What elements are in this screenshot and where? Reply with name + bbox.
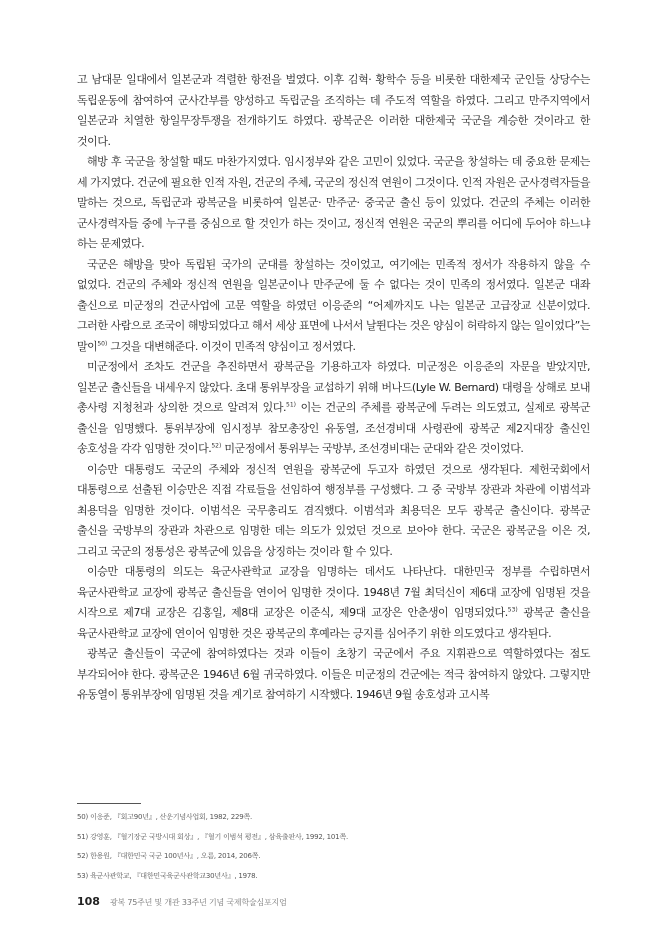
paragraph-3: 국군은 해방을 맞아 독립된 국가의 군대를 창설하는 것이었고, 여기에는 민족적 정서가 작용하지 않을 수 없었다. 건군의 주체와 정신적 연원을 일본군이나 만주군에 둘 수 없다는 것이 민족의 정서였다. 일본군 대좌 출신으로 미군정의 건군사업에 고문 역할을 하였던 이응준의 “어제까지도 나는 일본군 고급장교 신분이었다. 그러한 사람으로 조국이 해방되었다고 해서 세상 표면에 나서서 날뛴다는 것은 양심이 허락하지 않는 일이었다”는 말이$^{50)}$ 그것을 대변해준다. 이것이 민족적 양심이고 정서였다. [77, 257, 590, 353]
footnotes [77, 808, 590, 886]
footnote-51: 51) 강영훈, 『혈기장군 국방시대 회상』, 『혈기 이범석 평전』, 삼육출판사, 1992, 101쪽. [77, 832, 349, 841]
footnote-ref-53[interactable]: 53) [507, 606, 518, 614]
paragraph-5: 이승만 대통령도 국군의 주체와 정신적 연원을 광복군에 두고자 하였던 것으로 생각된다. 제헌국회에서 대통령으로 선출된 이승만은 직접 각료들을 선임하여 행정부를 구성했다. 그 중 국방부 장관과 차관에 이범석과 최용덕을 임명한 것이다. 이범석은 국무총리도 겸직했다. 이범석과 최용덕은 모두 광복군 출신이다. 광복군 출신을 국방부의 장관과 차관으로 임명한 데는 의도가 있었던 것으로 보아야 한다. 국군은 광복군을 이은 것, 그리고 국군의 정통성은 광복군에 있음을 상징하는 것이라 할 수 있다. [77, 462, 590, 558]
running-title: 광복 75주년 및 개관 33주년 기념 국제학술심포지엄 [109, 898, 287, 907]
footnote-ref-50[interactable]: 50) [97, 339, 108, 347]
paragraph-2: 해방 후 국군을 창설할 때도 마찬가지였다. 임시정부와 같은 고민이 있었다. 국군을 창설하는 데 중요한 문제는 세 가지였다. 건군에 필요한 인적 자원, 건군의 주체, 국군의 정신적 연원이 그것이다. 인적 자원은 군사경력자들을 말하는 것으로, 독립군과 광복군을 비롯하여 일본군· 만주군· 중국군 출신 등이 있었다. 건군의 주체는 이러한 군사경력자들 중에 누구를 중심으로 할 것인가 하는 것이고, 정신적 연원은 국군의 뿌리를 어디에 두어야 하느냐 하는 문제였다. [77, 155, 590, 250]
footnote-53: 53) 육군사관학교, 『대한민국육군사관학교30년사』, 1978. [77, 871, 258, 880]
footnote-ref-51[interactable]: 51) [286, 401, 297, 409]
paragraph-6: 이승만 대통령의 의도는 육군사관학교 교장을 임명하는 데서도 나타난다. 대한민국 정부를 수립하면서 육군사관학교 교장에 광복군 출신들을 연이어 임명한 것이다. 1948년 7월 최덕신이 제6대 교장에 임명된 것을 시작으로 제7대 교장은 김홍일, 제8대 교장은 이준식, 제9대 교장은 안춘생이 임명되었다.$^{53)}$ 광복군 출신을 육군사관학교 교장에 연이어 임명한 것은 광복군의 후예라는 긍지를 심어주기 위한 의도였다고 생각된다. [77, 565, 591, 640]
page-footer [77, 895, 287, 911]
paragraph-7: 광복군 출신들이 국군에 참여하였다는 것과 이들이 초창기 국군에서 주요 지휘관으로 역할하였다는 점도 부각되어야 한다. 광복군은 1946년 6월 귀국하였다. 이들은 미군정의 건군에는 적극 참여하지 않았다. 그렇지만 유동열이 통위부장에 임명된 것을 계기로 참여하기 시작했다. 1946년 9월 송호성과 고시복 [77, 647, 590, 701]
footnote-ref-52[interactable]: 52) [211, 442, 222, 450]
paragraph-1: 고 남대문 일대에서 일본군과 격렬한 항전을 벌였다. 이후 김혁· 황학수 등을 비롯한 대한제국 군인들 상당수는 독립운동에 참여하여 군사간부를 양성하고 독립군을 조직하는 데 주도적 역할을 하였다. 그리고 만주지역에서 일본군과 치열한 항일무장투쟁을 전개하기도 하였다. 광복군은 이러한 대한제국 국군을 계승한 것이라고 한 것이다. [77, 73, 590, 148]
footnote-50: 50) 이응준, 『회고90년』, 산운기념사업회, 1982, 229쪽. [77, 813, 253, 821]
page-number: 108 [77, 895, 100, 908]
paragraph-4: 미군정에서 조차도 건군을 추진하면서 광복군을 기용하고자 하였다. 미군정은 이응준의 자문을 받았지만, 일본군 출신들을 내세우지 않았다. 초대 통위부장을 교섭하기 위해 버나드(Lyle W. Bernard) 대령을 상해로 보내 총사령 지청천과 상의한 것으로 알려져 있다.$^{51)}$ 이는 건군의 주체를 광복군에 두려는 의도였고, 실제로 광복군 출신을 임명했다. 통위부장에 임시정부 참모총장인 유동열, 조선경비대 사령관에 광복군 제2지대장 출신인 송호성을 각각 임명한 것이다.$^{52)}$ 미군정에서 통위부는 국방부, 조선경비대는 군대와 같은 것이었다. [77, 360, 590, 455]
footnote-52: 52) 한용원, 『대한민국 국군 100년사』, 오름, 2014, 206쪽. [77, 852, 261, 860]
body-text [77, 70, 590, 706]
footnote-divider [77, 803, 141, 804]
